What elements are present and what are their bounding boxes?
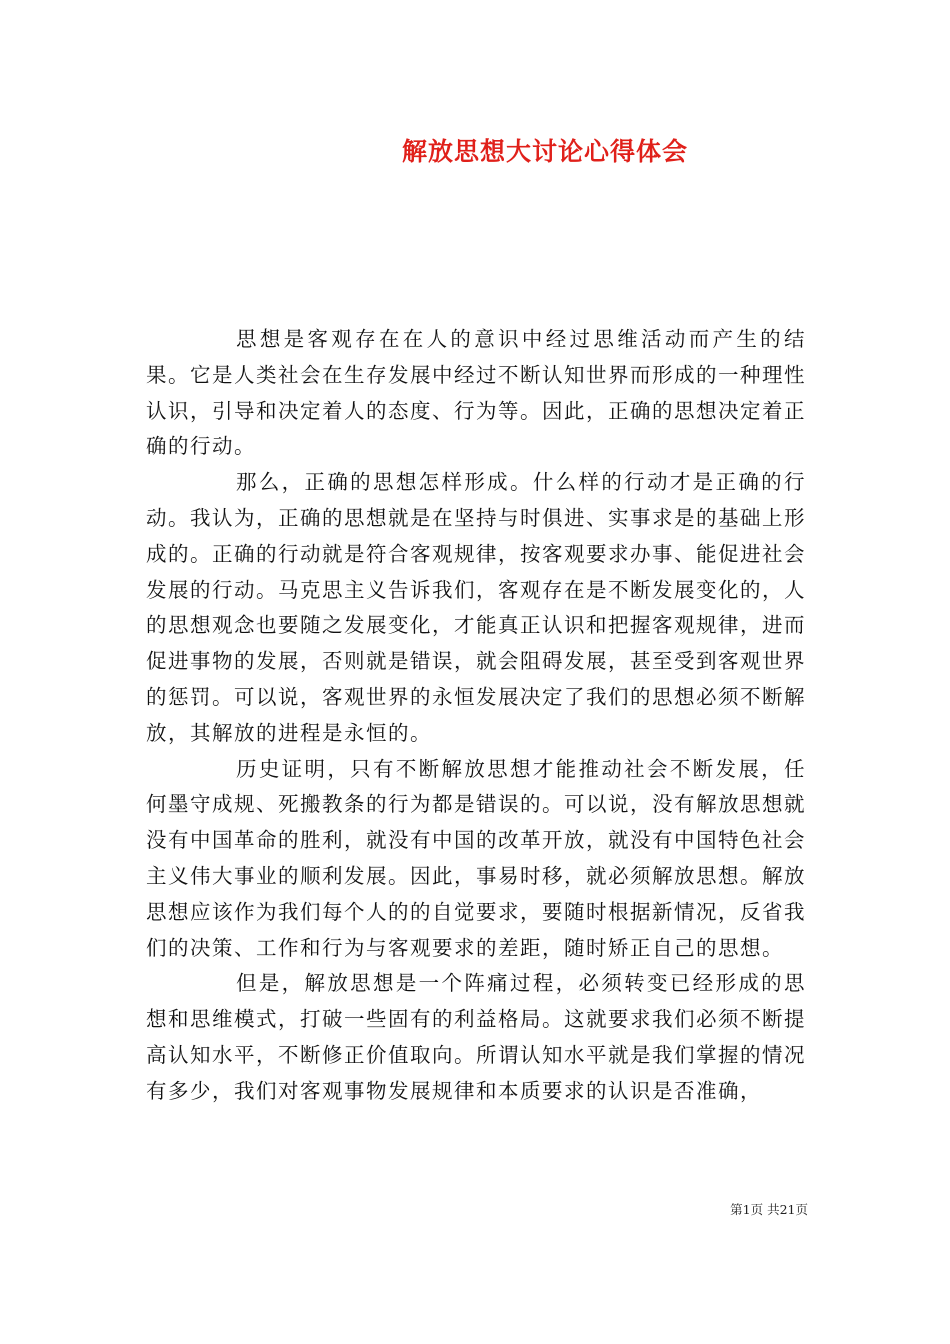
document-title: 解放思想大讨论心得体会	[401, 137, 688, 166]
document-body	[146, 322, 806, 1110]
paragraph-3: 历史证明，只有不断解放思想才能推动社会不断发展，任何墨守成规、死搬教条的行为都是错误的。可以说，没有解放思想就没有中国革命的胜利，就没有中国的改革开放，就没有中国特色社会主义伟大事业的顺利发展。因此，事易时移，就必须解放思想。解放思想应该作为我们每个人的的自觉要求，要随时根据新情况，反省我们的决策、工作和行为与客观要求的差距，随时矫正自己的思想。	[146, 756, 806, 960]
paragraph-2: 那么，正确的思想怎样形成。什么样的行动才是正确的行动。我认为，正确的思想就是在坚持与时俱进、实事求是的基础上形成的。正确的行动就是符合客观规律，按客观要求办事、能促进社会发展的行动。马克思主义告诉我们，客观存在是不断发展变化的，人的思想观念也要随之发展变化，才能真正认识和把握客观规律，进而促进事物的发展，否则就是错误，就会阻碍发展，甚至受到客观世界的惩罚。可以说，客观世界的永恒发展决定了我们的思想必须不断解放，其解放的进程是永恒的。	[146, 470, 806, 745]
paragraph-4: 但是，解放思想是一个阵痛过程，必须转变已经形成的思想和思维模式，打破一些固有的利益格局。这就要求我们必须不断提高认知水平，不断修正价值取向。所谓认知水平就是我们掌握的情况有多少，我们对客观事物发展规律和本质要求的认识是否准确，	[146, 971, 806, 1103]
paragraph-1: 思想是客观存在在人的意识中经过思维活动而产生的结果。它是人类社会在生存发展中经过不断认知世界而形成的一种理性认识，引导和决定着人的态度、行为等。因此，正确的思想决定着正确的行动。	[146, 327, 806, 459]
page-number: 第1页 共21页	[730, 1202, 808, 1217]
